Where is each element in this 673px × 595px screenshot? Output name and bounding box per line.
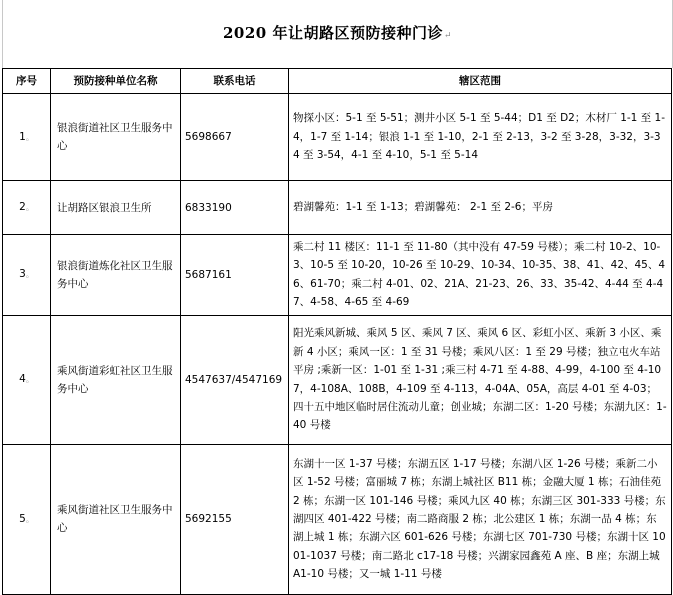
row-range: 乘二村 11 楼区：11-1 至 11-80（其中没有 47-59 号楼）；乘二村 10-2、10-3、10-5 至 10-20，10-26 至 10-29、10-34、10-35、38、41、42、45、46、61-70；乘二村 4-01、02、21A、21-23、26、33、35-42、4-44 至 4-47、4-58、4-65 至 4-69 bbox=[289, 235, 672, 316]
header-phone: 联系电话 bbox=[181, 69, 289, 94]
document-title bbox=[3, 22, 672, 43]
cell-end-mark-icon: 。 bbox=[25, 375, 34, 385]
row-num-text: 3 bbox=[19, 268, 26, 281]
table-row bbox=[3, 181, 672, 235]
row-phone: 4547637/4547169 bbox=[181, 315, 289, 444]
row-range: 物探小区：5-1 至 5-51；测井小区 5-1 至 5-44；D1 至 D2；木材厂 1-1 至 1-4，1-7 至 1-14；银浪 1-1 至 1-10，2-1 至 2-13，3-2 至 3-28，3-32，3-34 至 3-54，4-1 至 4-10，5-1 至 5-14 bbox=[289, 94, 672, 181]
row-range: 东湖十一区 1-37 号楼；东湖五区 1-17 号楼；东湖八区 1-26 号楼；乘新二小区 1-52 号楼；富丽城 7 栋；东湖上城社区 B11 栋；金融大厦 1 栋；石油佳苑 2 栋；东湖一区 101-146 号楼；乘风九区 40 栋；东湖三区 301-333 号楼；东湖四区 401-422 号楼；南二路商服 2 栋；北公建区 1 栋；东湖一品 4 栋；东湖上城 1 栋；东湖六区 601-626 号楼；东湖七区 701-730 号楼；东湖十区 1001-1037 号楼；南二路北 c17-18 号楼；兴湖家园鑫苑 A 座、B 座；东湖上城 A1-10 号楼；又一城 1-11 号楼 bbox=[289, 444, 672, 594]
cell-end-mark-icon: 。 bbox=[25, 270, 34, 280]
row-num-text: 5 bbox=[19, 512, 26, 525]
cell-end-mark-icon: 。 bbox=[25, 132, 34, 142]
clinic-table bbox=[2, 68, 672, 595]
row-phone: 6833190 bbox=[181, 181, 289, 235]
cell-end-mark-icon: 。 bbox=[25, 203, 34, 212]
document-title-text: 2020 年让胡路区预防接种门诊 bbox=[222, 24, 443, 42]
header-num: 序号 bbox=[3, 69, 51, 94]
row-org: 乘风街道社区卫生服务中心 bbox=[51, 444, 181, 594]
row-range: 碧湖馨苑：1-1 至 1-13；碧湖馨苑： 2-1 至 2-6；平房 bbox=[289, 181, 672, 235]
row-org: 让胡路区银浪卫生所 bbox=[51, 181, 181, 235]
table-row bbox=[3, 315, 672, 444]
row-num-text: 1 bbox=[19, 130, 26, 143]
row-num bbox=[3, 94, 51, 181]
paragraph-mark-icon: ↵ bbox=[443, 31, 453, 41]
table-header-row bbox=[3, 69, 672, 94]
row-phone: 5692155 bbox=[181, 444, 289, 594]
row-num-text: 2 bbox=[19, 201, 26, 213]
row-num bbox=[3, 315, 51, 444]
row-phone: 5698667 bbox=[181, 94, 289, 181]
row-org: 银浪街道炼化社区卫生服务中心 bbox=[51, 235, 181, 316]
cell-end-mark-icon: 。 bbox=[25, 514, 34, 524]
row-org: 银浪街道社区卫生服务中心 bbox=[51, 94, 181, 181]
table-row bbox=[3, 94, 672, 181]
row-range: 阳光乘风新城、乘风 5 区、乘风 7 区、乘风 6 区、彩虹小区、乘新 3 小区、乘新 4 小区；乘风一区：1 至 31 号楼；乘风八区：1 至 29 号楼；独立屯火车站平房 ;乘新一区：1-01 至 1-31 ;乘三村 4-71 至 4-88、4-99，4-100 至 4-107，4-108A、108B，4-109 至 4-113，4-04A、05A，高层 4-01 至 4-03；四十五中地区临时居住流动儿童；创业城；东湖二区：1-20 号楼；东湖九区：1-40 号楼 bbox=[289, 315, 672, 444]
row-num bbox=[3, 181, 51, 235]
row-num bbox=[3, 235, 51, 316]
row-org: 乘风街道彩虹社区卫生服务中心 bbox=[51, 315, 181, 444]
row-num-text: 4 bbox=[19, 373, 26, 386]
header-range: 辖区范围 bbox=[289, 69, 672, 94]
title-area bbox=[2, 0, 673, 68]
header-org: 预防接种单位名称 bbox=[51, 69, 181, 94]
table-row bbox=[3, 235, 672, 316]
row-phone: 5687161 bbox=[181, 235, 289, 316]
